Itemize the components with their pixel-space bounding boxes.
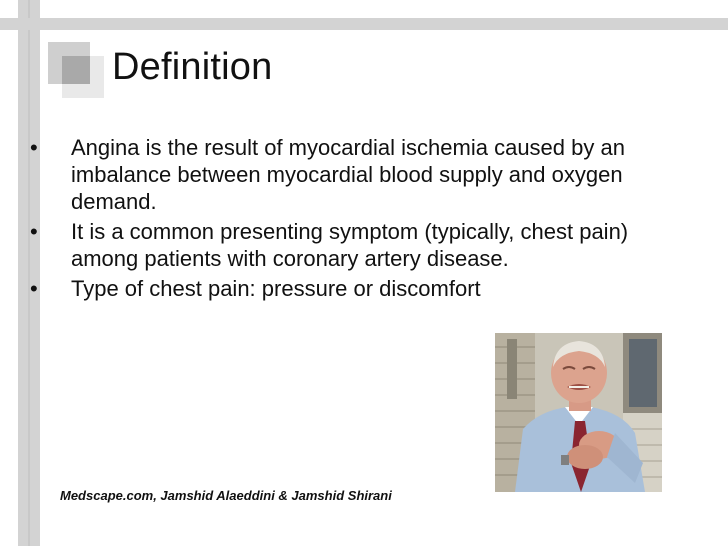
bullet-icon: • [30, 135, 38, 160]
bullet-text: It is a common presenting symptom (typically, chest pain) among patients with coronary artery disease. [71, 219, 629, 271]
bullet-item [28, 218, 698, 272]
man-clutching-chest-icon [495, 333, 662, 492]
bullet-text: Angina is the result of myocardial ischemia caused by an imbalance between myocardial blood supply and oxygen demand. [71, 135, 625, 214]
bullet-item [28, 275, 698, 302]
chest-pain-photo [495, 333, 662, 492]
bullet-list [28, 134, 698, 305]
source-credit: Medscape.com, Jamshid Alaeddini & Jamshid Shirani [60, 488, 392, 503]
decorative-horizontal-bar [0, 18, 728, 30]
slide-title: Definition [112, 46, 273, 88]
bullet-text: Type of chest pain: pressure or discomfort [71, 276, 481, 301]
bullet-icon: • [30, 276, 38, 301]
bullet-icon: • [30, 219, 38, 244]
bullet-item [28, 134, 698, 215]
decorative-square-overlap [62, 56, 90, 84]
